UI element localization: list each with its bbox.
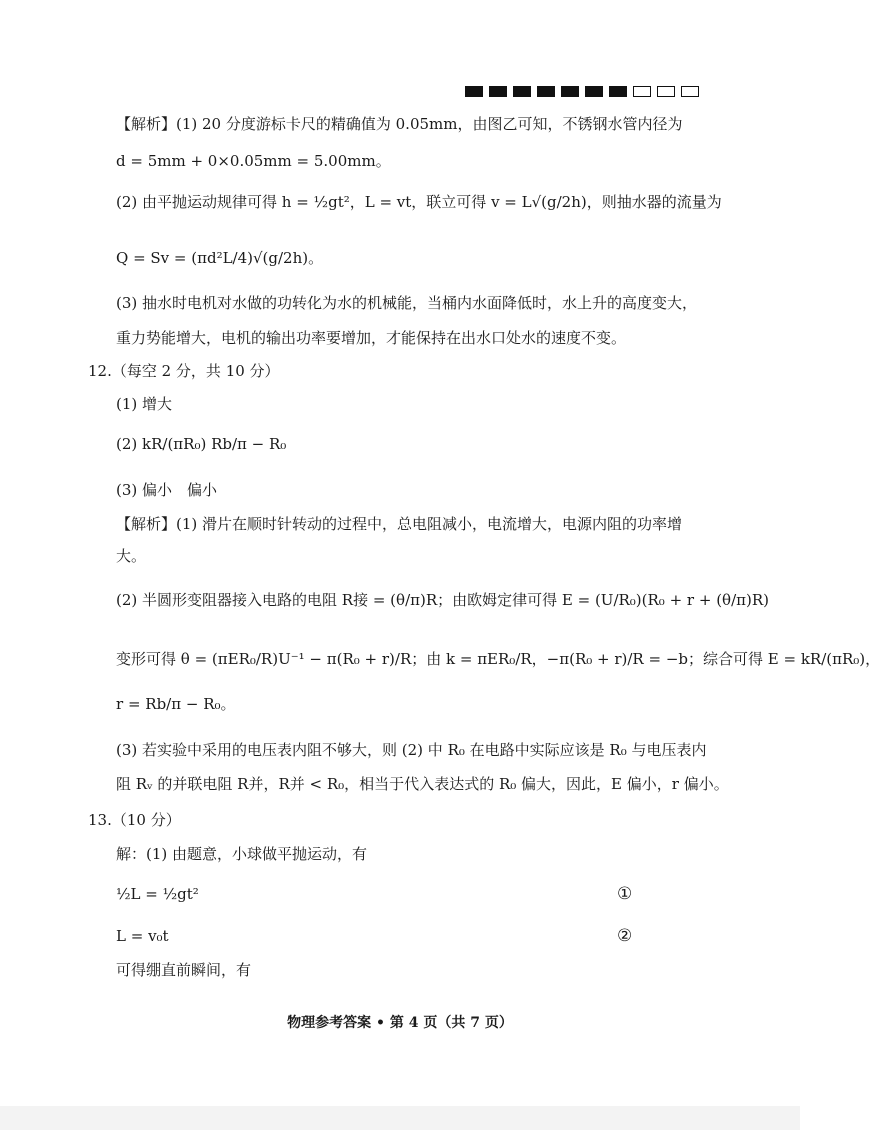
- question-13-header: 13.（10 分）: [88, 811, 181, 829]
- progress-mark-filled: [537, 86, 555, 97]
- analysis-12-part2: (2) 半圆形变阻器接入电路的电阻 R接 = (θ/π)R；由欧姆定律可得 E = (U/R₀)(R₀ + r + (θ/π)R): [116, 591, 769, 609]
- progress-mark-filled: [465, 86, 483, 97]
- progress-mark-hollow: [681, 86, 699, 97]
- analysis-11-part3-cont: 重力势能增大，电机的输出功率要增加，才能保持在出水口处水的速度不变。: [116, 329, 627, 347]
- page-bottom-edge: [0, 1106, 800, 1130]
- progress-mark-hollow: [633, 86, 651, 97]
- analysis-12-part3: (3) 若实验中采用的电压表内阻不够大，则 (2) 中 R₀ 在电路中实际应该是 R₀ 与电压表内: [116, 741, 707, 759]
- answer-12-2: (2) kR/(πR₀) Rb/π − R₀: [116, 435, 287, 453]
- analysis-11-part3: (3) 抽水时电机对水做的功转化为水的机械能，当桶内水面降低时，水上升的高度变大，: [116, 294, 698, 312]
- analysis-12-derivation: 变形可得 θ = (πER₀/R)U⁻¹ − π(R₀ + r)/R；由 k = πER₀/R，−π(R₀ + r)/R = −b；综合可得 E = kR/(πR₀)，: [116, 650, 880, 668]
- progress-mark-filled: [609, 86, 627, 97]
- progress-mark-filled: [489, 86, 507, 97]
- progress-mark-hollow: [657, 86, 675, 97]
- analysis-11-diameter: d = 5mm + 0×0.05mm = 5.00mm。: [116, 152, 391, 170]
- page-footer: 物理参考答案 • 第 4 页（共 7 页）: [287, 1015, 513, 1031]
- analysis-12-part1-cont: 大。: [116, 547, 147, 565]
- analysis-11-part2: (2) 由平抛运动规律可得 h = ½gt²，L = vt，联立可得 v = L√(g/2h)，则抽水器的流量为: [116, 193, 722, 211]
- progress-mark-filled: [561, 86, 579, 97]
- equation-1: ½L = ½gt²: [116, 885, 199, 903]
- equation-2: L = v₀t: [116, 927, 169, 945]
- analysis-11-part1: 【解析】(1) 20 分度游标卡尺的精确值为 0.05mm，由图乙可知，不锈钢水管内径为: [116, 115, 683, 133]
- solution-13-intro: 解：(1) 由题意，小球做平抛运动，有: [116, 845, 368, 863]
- analysis-11-flow-formula: Q = Sv = (πd²L/4)√(g/2h)。: [116, 249, 324, 267]
- progress-mark-filled: [513, 86, 531, 97]
- analysis-12-result: r = Rb/π − R₀。: [116, 695, 236, 713]
- equation-number-1: ①: [617, 884, 633, 904]
- answer-12-1: (1) 增大: [116, 395, 173, 413]
- equation-number-2: ②: [617, 926, 633, 946]
- analysis-12-part1: 【解析】(1) 滑片在顺时针转动的过程中，总电阻减小，电流增大，电源内阻的功率增: [116, 515, 683, 533]
- solution-13-cont: 可得绷直前瞬间，有: [116, 961, 252, 979]
- answer-12-3: (3) 偏小 偏小: [116, 481, 218, 499]
- analysis-12-part3-cont: 阻 Rᵥ 的并联电阻 R并，R并 < R₀，相当于代入表达式的 R₀ 偏大，因此，E 偏小，r 偏小。: [116, 775, 729, 793]
- progress-mark-filled: [585, 86, 603, 97]
- question-12-header: 12.（每空 2 分，共 10 分）: [88, 362, 280, 380]
